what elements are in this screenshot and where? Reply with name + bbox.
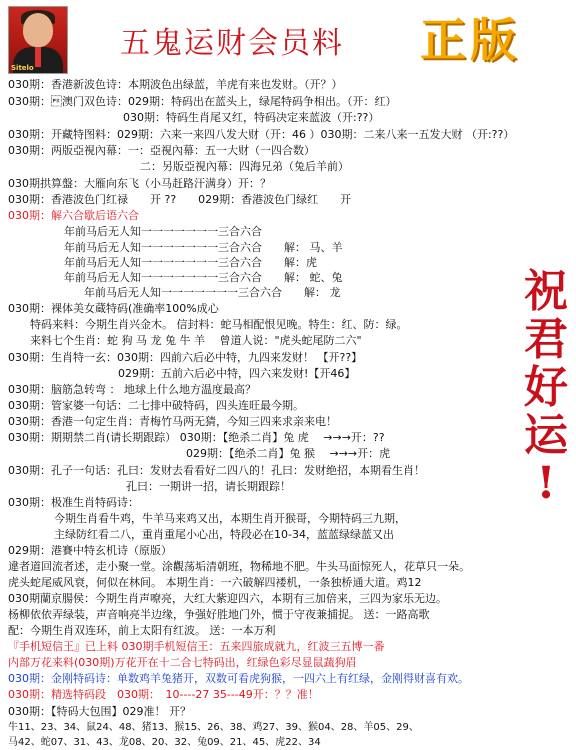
- line: 配：今期生肖双连环，前上太阳有红波。 送：一本万利: [8, 624, 276, 637]
- line: 年前马后无人知一一一一一一一三合六合: [64, 225, 262, 238]
- line: 030期：两版亞視內幕：一：亞視內幕：五一大财（一四合数）: [8, 144, 315, 157]
- line: 牛11、23、34、鼠24、48、猪13、猴15、26、38、鸡27、39、猴04、28、羊05、29、: [8, 722, 419, 733]
- line: 030期拱算盤：大雁向东飞（小马赶路汗满身）开：？: [8, 177, 271, 190]
- line: 029期：港賽中特玄机诗（原版）: [8, 544, 172, 557]
- line: 030期：解六合歇后语六合: [8, 209, 139, 222]
- line: 030期：开藏特图料：029期：六来一来四八发大财（开：46 ）030期：二来八来一五发大财 （开:??）: [8, 128, 515, 141]
- line: 030期：香港一句定生肖：青梅竹马两无猜，今知三四来求亲来电！: [8, 415, 337, 428]
- line: 来料七个生肖：蛇 狗 马 龙 兔 牛 羊 曾道人说："虎头蛇尾防二六": [30, 334, 362, 347]
- line: 030期：裸体美女蔵特码(准确率100%成心: [8, 302, 219, 315]
- line: 特码来料：今期生肖兴金木。 信封料：蛇马相配恨见晚。特生：红、防：绿。: [30, 318, 408, 331]
- line: 030期：极准生肖特码诗：: [8, 496, 139, 509]
- line: 030期：管家婆一句话：二七排中破特码，四头连旺最今期。: [8, 399, 304, 412]
- side-char: 运: [524, 410, 568, 461]
- side-char: 君: [524, 314, 568, 365]
- line: 虎头蛇尾威风衰，何似在林间。 本期生肖：一六破解四褛机，一条独桥通大道。鸡12: [8, 576, 422, 589]
- author-photo: [8, 6, 68, 74]
- line: 孔曰：一期讲一招，请长期跟踪！: [126, 480, 291, 493]
- line: 年前马后无人知一一一一一一一三合六合 解：虎: [64, 256, 317, 269]
- line: 030期：期期禁二肖(请长期跟踪） 030期：【绝杀二肖】兔 虎 →→→开：??: [8, 431, 385, 444]
- line: 030期：【特码大包围】029准！ 开？: [8, 705, 191, 718]
- line: 030期蘭京腸侯：今期生肖声嘹亮，大红大紫迎四六，本期有三加倍来，三四为家乐无边。: [8, 592, 447, 605]
- page-header: [0, 0, 576, 76]
- line: 年前马后无人知一一一一一一一三合六合 解： 龙: [84, 286, 341, 299]
- line: 030期：特码生肖尾又红，特码决定来蓝波（开:??）: [123, 111, 380, 124]
- side-char: !: [536, 458, 556, 509]
- line: 年前马后无人知一一一一一一一三合六合 解： 蛇、兔: [64, 271, 343, 284]
- line: 今期生肖看牛鸡，牛羊马来鸡又出，本期生肖开猴哥，今期特码三九期，: [54, 512, 406, 525]
- side-char: 好: [524, 362, 568, 413]
- line: 『手机短信王』已上料 030期手机短信王：五来四旅成就九，红波三五博一番: [8, 640, 385, 653]
- line: 二：另版亞視內幕：四海兄弟（兔后羊前）: [140, 160, 349, 173]
- page-title: 五鬼运财会员料: [120, 26, 344, 61]
- photo-tie: [35, 47, 41, 67]
- line: 029期：【绝杀二肖】兔 猴 →→→开：虎: [186, 447, 391, 460]
- line: 030期：金刚特码诗：单数鸡羊兔猪开，双数可看虎狗猴，一四六上有红绿，金刚得财喜有欢。: [8, 672, 469, 685]
- side-char: 祝: [524, 266, 568, 317]
- line: 030期：精选特码段 030期： 10----27 35---49开：？？准！: [8, 688, 319, 701]
- line: 主绿防红看二八，重肖重尾小心出，特段必在10-34，蓝蓝绿绿蓝又出: [54, 528, 394, 541]
- line: 030期：脑筋急转弯 ： 地球上什么地方温度最高？: [8, 383, 256, 396]
- line: 違者道回流者述，走小聚一堂。涂觀荡垢清朝班，物稀地不肥。牛头马面惊死人，花草只一朵。: [8, 560, 470, 573]
- line: 030期：孔子一句话：孔曰：发财去看看好二四八的！孔曰：发财绝招，本期看生肖！: [8, 464, 425, 477]
- genuine-stamp: 正版: [420, 13, 520, 67]
- line: 年前马后无人知一一一一一一一三合六合 解： 马、羊: [64, 241, 343, 254]
- line: 030期：香港波色门红禄 开 ?? 029期：香港波色门绿红 开: [8, 193, 352, 206]
- line: 030期：香港新波色诗：本期波色出绿蓝，羊虎有来也发财。（开？）: [8, 78, 343, 91]
- line: 杨柳依依弄绿装，声音响亮半边缘，争强好胜地门外，惯于守夜兼捕捉。 送：一路高歌: [8, 608, 430, 621]
- good-luck-banner: [520, 268, 572, 508]
- line: 内部万花来料(030期)万花开在十二合七特码出，红绿色彩尽显鼠蔬狗眉: [8, 656, 357, 669]
- photo-tag: Sitelo: [11, 64, 34, 72]
- line: 030期：生肖特一玄：030期：四前六后必中特，九四来发财！ 【开??】: [8, 351, 363, 364]
- photo-face: [23, 13, 53, 47]
- line: 马42、蛇07、31、43、龙08、20、32、兔09、21、45、虎22、34: [8, 737, 321, 748]
- line: 029期：五前六后必中特，四六来发财!【开46】: [118, 367, 356, 380]
- line: 030期： 澳门双色诗：029期：特码出在蓝头上，绿尾特码争相出。（开：红）: [8, 95, 397, 108]
